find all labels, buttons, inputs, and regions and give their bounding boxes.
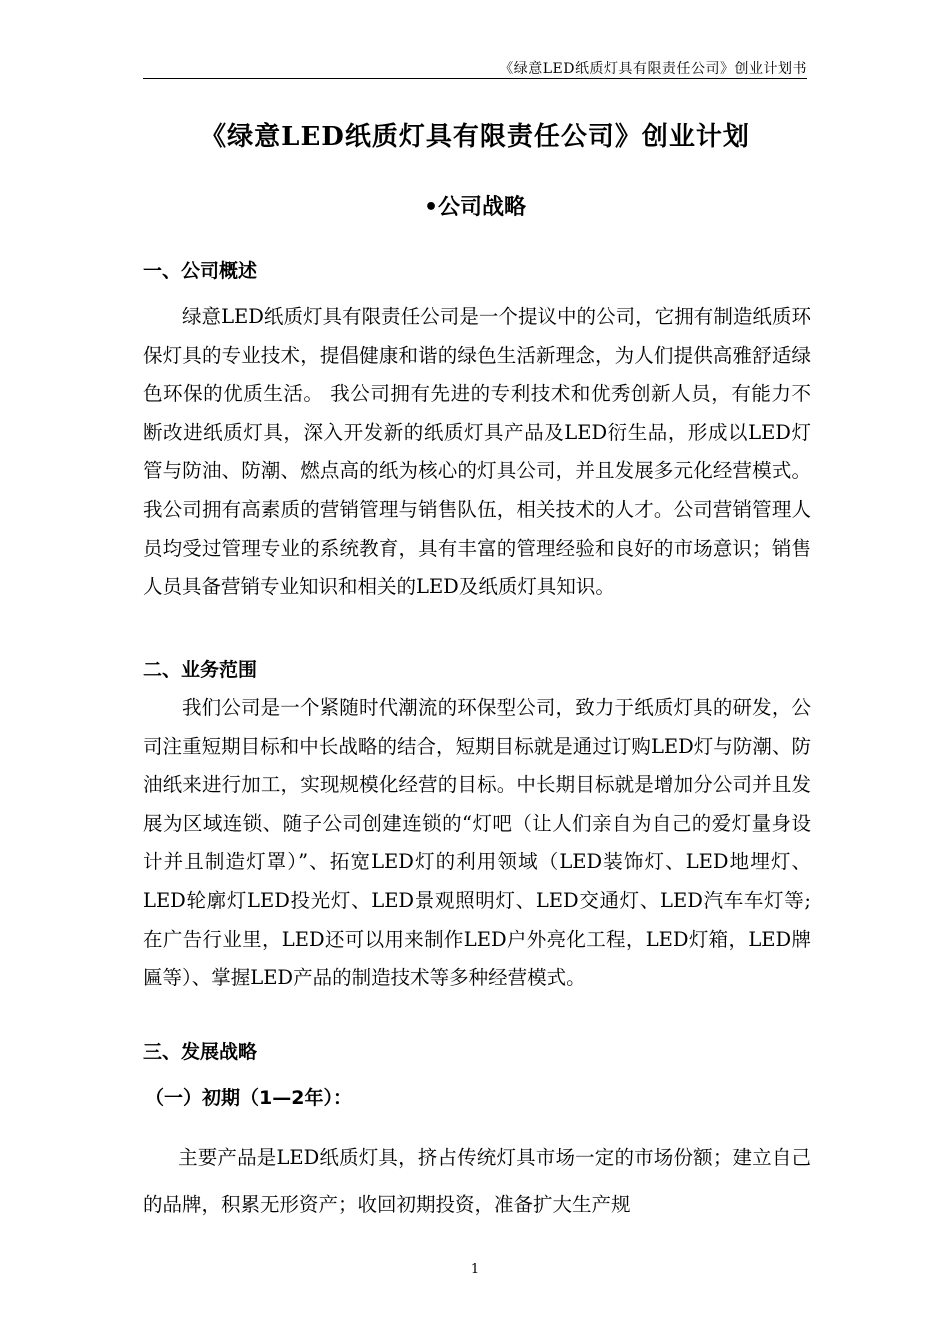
section-title: •公司战略 (423, 195, 527, 220)
running-header: 《绿意LED纸质灯具有限责任公司》创业计划书 (499, 61, 807, 77)
header-rule (143, 78, 807, 79)
document-title: 《绿意LED纸质灯具有限责任公司》创业计划 (200, 122, 750, 152)
heading-scope: 二、业务范围 (143, 659, 258, 681)
heading-strategy: 三、发展战略 (143, 1041, 258, 1063)
paragraph-phase-one: 主要产品是LED纸质灯具，挤占传统灯具市场一定的市场份额；建立自己的品牌，积累无形资产；收回初期投资，准备扩大生产规 (143, 1146, 811, 1216)
paragraph-scope: 我们公司是一个紧随时代潮流的环保型公司，致力于纸质灯具的研发，公司注重短期目标和中长战略的结合，短期目标就是通过订购LED灯与防潮、防油纸来进行加工，实现规模化经营的目标。中长期目标就是增加分公司并且发展为区域连锁、随子公司创建连锁的“灯吧（让人们亲自为自己的爱灯量身设计并且制造灯罩）”、拓宽LED灯的利用领域（LED装饰灯、LED地埋灯、LED轮廓灯LED投光灯、LED景观照明灯、LED交通灯、LED汽车车灯等;在广告行业里，LED还可以用来制作LED户外亮化工程，LED灯箱，LED牌匾等）、掌握LED产品的制造技术等多种经营模式。 (143, 696, 811, 990)
page-number: 1 (470, 1262, 480, 1277)
heading-overview: 一、公司概述 (143, 260, 258, 282)
heading-phase-one: （一）初期（1—2年）： (145, 1087, 352, 1109)
paragraph-overview: 绿意LED纸质灯具有限责任公司是一个提议中的公司，它拥有制造纸质环保灯具的专业技术，提倡健康和谐的绿色生活新理念，为人们提供高雅舒适绿色环保的优质生活。 我公司拥有先进的专利技术和优秀创新人员，有能力不断改进纸质灯具，深入开发新的纸质灯具产品及LED衍生品，形成以LED灯管与防油、防潮、燃点高的纸为核心的灯具公司，并且发展多元化经营模式。我公司拥有高素质的营销管理与销售队伍，相关技术的人才。公司营销管理人员均受过管理专业的系统教育，具有丰富的管理经验和良好的市场意识；销售人员具备营销专业知识和相关的LED及纸质灯具知识。 (143, 305, 811, 599)
